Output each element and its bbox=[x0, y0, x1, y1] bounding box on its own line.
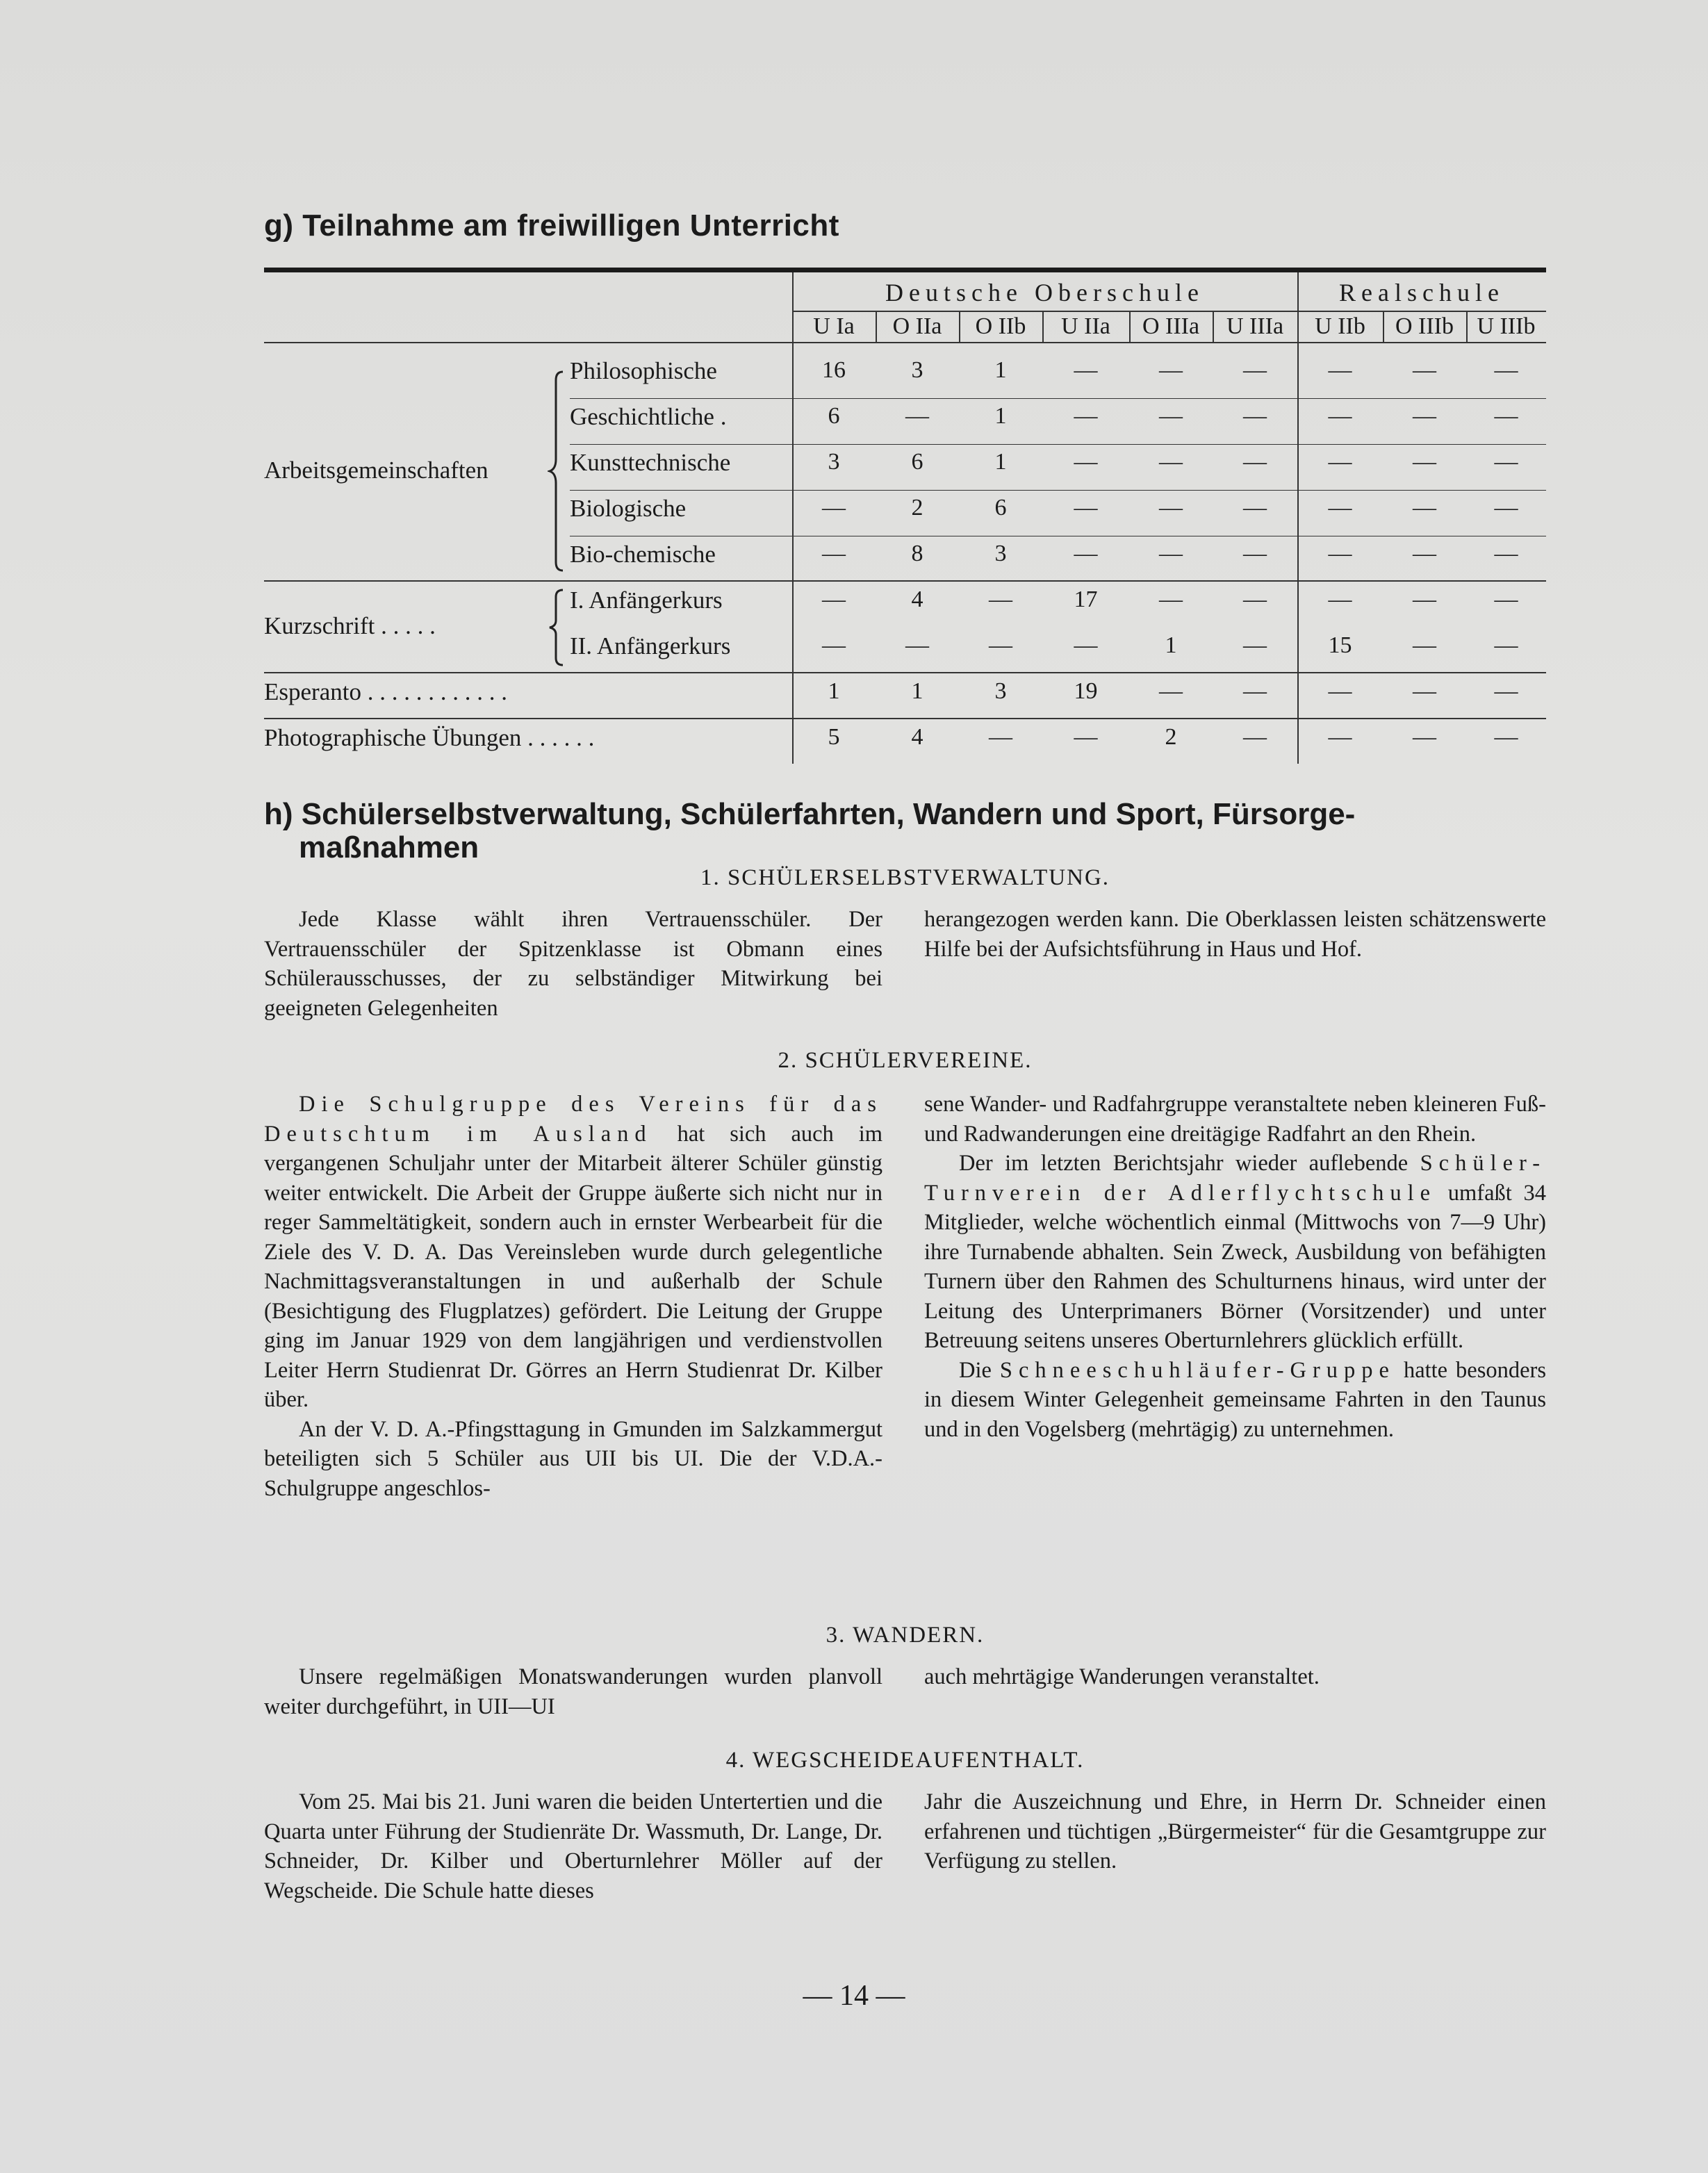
table-cell: — bbox=[1413, 449, 1436, 475]
table-cell: 2 bbox=[911, 495, 923, 520]
table-cell: — bbox=[905, 632, 929, 658]
row-label: Biologische bbox=[570, 495, 687, 522]
row-label: Kunsttechnische bbox=[570, 449, 731, 476]
paragraph: herangezogen werden kann. Die Oberklassen leisten schätzenswerte Hilfe bei der Aufsichtsführung in Haus und Hof. bbox=[924, 907, 1546, 962]
table-cell: — bbox=[1494, 403, 1518, 429]
table-cell: 17 bbox=[1074, 587, 1098, 612]
row-label: Photographische Übungen . . . . . . bbox=[264, 724, 595, 751]
column-header: U IIIa bbox=[1226, 313, 1284, 339]
table-cell: 6 bbox=[911, 449, 923, 475]
table-cell: — bbox=[1328, 587, 1352, 612]
table-cell: — bbox=[1494, 541, 1518, 566]
paragraph bbox=[924, 1149, 1546, 1356]
row-label: Philosophische bbox=[570, 357, 717, 384]
column-header: O IIb bbox=[975, 313, 1026, 339]
table-cell: 3 bbox=[911, 357, 923, 383]
section-h-heading-line1: h) Schülerselbstverwaltung, Schülerfahrten, Wandern und Sport, Fürsorge- bbox=[264, 797, 1356, 831]
table-cell: 15 bbox=[1328, 632, 1352, 658]
text-column-right bbox=[924, 1090, 1546, 1444]
table-cell: — bbox=[1328, 403, 1352, 429]
table-cell: — bbox=[1328, 724, 1352, 750]
table-cell: — bbox=[1159, 541, 1183, 566]
paragraph: Vom 25. Mai bis 21. Juni waren die beiden Untertertien und die Quarta unter Führung der Studienräte Dr. Wassmuth, Dr. Lange, Dr. Schneider, Dr. Kilber und Oberturnlehrer Möller auf der Wegscheide. Die Schule hatte dieses bbox=[264, 1789, 882, 1903]
table-cell: — bbox=[1413, 587, 1436, 612]
table-cell: 1 bbox=[1165, 632, 1177, 658]
table-cell: — bbox=[1494, 632, 1518, 658]
table-cell: — bbox=[822, 495, 846, 520]
table-group-rule bbox=[792, 311, 1546, 312]
emphasis-spaced: Die Schulgruppe des Vereins für das Deutschtum im Ausland bbox=[264, 1092, 882, 1147]
group-label-kurzschrift: Kurzschrift . . . . . bbox=[264, 612, 436, 639]
paragraph bbox=[264, 1090, 882, 1415]
text-column-right bbox=[924, 1787, 1546, 1876]
table-cell: — bbox=[1243, 449, 1267, 475]
table-row-rule bbox=[570, 490, 1546, 491]
text-column-left bbox=[264, 905, 882, 1023]
subheading-wegscheideaufenthalt: 4. WEGSCHEIDEAUFENTHALT. bbox=[725, 1748, 1085, 1773]
row-label: Esperanto . . . . . . . . . . . . bbox=[264, 678, 507, 705]
table-cell: 1 bbox=[994, 357, 1007, 383]
table-cell: — bbox=[1243, 587, 1267, 612]
table-cell: — bbox=[1074, 632, 1098, 658]
table-cell: — bbox=[1413, 724, 1436, 750]
table-cell: 4 bbox=[911, 587, 923, 612]
paragraph-text: hat sich auch im vergangenen Schuljahr unter der Mitarbeit älterer Schüler günstig weiter entwickelt. Die Arbeit der Gruppe äußerte sich nicht nur in reger Sammeltätigkeit, sondern auch in ernster Werbearbeit für die Ziele des V. D. A. Das Vereinsleben wurde durch gelegentliche Nachmittagsveranstaltungen in und außerhalb der Schule (Besichtigung des Flugplatzes) gefördert. Die Leitung der Gruppe ging im Januar 1929 von dem langjährigen und verdienstvollen Leiter Herrn Studienrat Dr. Görres an Herrn Studienrat Dr. Kilber über. bbox=[264, 1121, 882, 1412]
column-header: U IIb bbox=[1315, 313, 1365, 339]
row-label: II. Anfängerkurs bbox=[570, 632, 731, 659]
group-header-realschule: Realschule bbox=[1339, 279, 1504, 306]
column-header: U IIa bbox=[1061, 313, 1110, 339]
table-cell: — bbox=[1243, 724, 1267, 750]
column-header: O IIIb bbox=[1395, 313, 1454, 339]
table-cell: — bbox=[1494, 678, 1518, 704]
page-number: — 14 — bbox=[803, 1980, 905, 2012]
subheading-schuelervereine: 2. SCHÜLERVEREINE. bbox=[778, 1048, 1033, 1073]
column-header: U Ia bbox=[813, 313, 855, 339]
table-cell: — bbox=[1243, 541, 1267, 566]
table-cell: — bbox=[1494, 449, 1518, 475]
table-cell: — bbox=[1074, 357, 1098, 383]
table-top-rule bbox=[264, 268, 1546, 272]
table-cell: — bbox=[989, 632, 1012, 658]
table-cell: 3 bbox=[994, 541, 1007, 566]
table-cell: — bbox=[1159, 357, 1183, 383]
text-column-left bbox=[264, 1662, 882, 1721]
table-cell: — bbox=[1494, 495, 1518, 520]
brace-arbeitsgemeinschaften bbox=[548, 370, 567, 572]
group-header-deutsche-oberschule: Deutsche Oberschule bbox=[885, 279, 1204, 306]
table-cell: — bbox=[1328, 449, 1352, 475]
table-cell: — bbox=[1159, 403, 1183, 429]
emphasis-spaced: Schüler-Turnverein der Adlerflychtschule bbox=[924, 1151, 1547, 1206]
table-cell: — bbox=[989, 724, 1012, 750]
table-cell: 16 bbox=[822, 357, 846, 383]
table-cell: — bbox=[1328, 678, 1352, 704]
paragraph-text: umfaßt 34 Mitglieder, welche wöchentlich einmal (Mittwochs von 7—9 Uhr) ihre Turnabende abhalten. Sein Zweck, Ausbildung von befähigten Turnern über den Rahmen des Schulturnens hinaus, wird unter der Leitung des Unterprimaners Börner (Vorsitzender) und unter Betreuung seitens unseres Oberturnlehrers glücklich erfüllt. bbox=[924, 1180, 1547, 1353]
subheading-selbstverwaltung: 1. SCHÜLERSELBSTVERWALTUNG. bbox=[700, 865, 1110, 890]
table-cell: — bbox=[1243, 678, 1267, 704]
section-g-heading: g) Teilnahme am freiwilligen Unterricht bbox=[264, 208, 839, 243]
table-cell: 1 bbox=[911, 678, 923, 704]
text-column-right bbox=[924, 905, 1546, 964]
paragraph: Jahr die Auszeichnung und Ehre, in Herrn Dr. Schneider einen erfahrenen und tüchtigen „Bürgermeister“ für die Gesamtgruppe zur Verfügung zu stellen. bbox=[924, 1789, 1546, 1873]
paragraph-text: hatte besonders in diesem Winter Gelegenheit gemeinsame Fahrten in den Taunus und in den Vogelsberg (mehrtägig) zu unternehmen. bbox=[924, 1357, 1547, 1442]
table-cell: 4 bbox=[911, 724, 923, 750]
table-row-rule bbox=[570, 580, 792, 582]
column-header: U IIIb bbox=[1477, 313, 1536, 339]
section-h-heading bbox=[264, 798, 1557, 864]
text-column-left bbox=[264, 1787, 882, 1905]
table-cell: 1 bbox=[994, 403, 1007, 429]
row-label: I. Anfängerkurs bbox=[570, 587, 723, 614]
table-row-rule bbox=[570, 444, 1546, 445]
table-cell: — bbox=[905, 403, 929, 429]
table-cell: — bbox=[1413, 357, 1436, 383]
table-cell: — bbox=[1243, 495, 1267, 520]
table-cell: — bbox=[822, 541, 846, 566]
row-label: Geschichtliche . bbox=[570, 403, 727, 430]
group-label-arbeitsgemeinschaften: Arbeitsgemeinschaften bbox=[264, 457, 488, 484]
paragraph: Jede Klasse wählt ihren Vertrauensschüler. Der Vertrauensschüler der Spitzenklasse ist Obmann eines Schülerausschusses, der zu selbständiger Mitwirkung bei geeigneten Gelegenheiten bbox=[264, 907, 882, 1021]
table-cell: 3 bbox=[994, 678, 1007, 704]
table-cell: — bbox=[1074, 403, 1098, 429]
table-cell: — bbox=[1243, 403, 1267, 429]
table-cell: 2 bbox=[1165, 724, 1177, 750]
table-cell: — bbox=[1243, 632, 1267, 658]
table-cell: — bbox=[1413, 632, 1436, 658]
table-cell: — bbox=[989, 587, 1012, 612]
brace-kurzschrift bbox=[548, 589, 567, 666]
table-row-rule bbox=[264, 580, 1546, 582]
table-cell: — bbox=[1159, 449, 1183, 475]
table-row-rule bbox=[264, 672, 1546, 673]
table-cell: 3 bbox=[828, 449, 840, 475]
table-cell: — bbox=[1159, 495, 1183, 520]
table-cell: 1 bbox=[828, 678, 840, 704]
table-cell: — bbox=[822, 587, 846, 612]
table-cell: 5 bbox=[828, 724, 840, 750]
text-column-left bbox=[264, 1090, 882, 1503]
table-cell: — bbox=[1494, 724, 1518, 750]
section-h-heading-line2: maßnahmen bbox=[299, 830, 479, 864]
table-cell: — bbox=[1328, 541, 1352, 566]
paragraph: auch mehrtägige Wanderungen veranstaltet. bbox=[924, 1664, 1320, 1689]
table-cell: 6 bbox=[994, 495, 1007, 520]
table-header-rule bbox=[264, 342, 1546, 343]
table-cell: — bbox=[1159, 678, 1183, 704]
table-cell: — bbox=[1074, 724, 1098, 750]
emphasis-spaced: Schneeschuhläufer-Gruppe bbox=[999, 1357, 1395, 1383]
paragraph bbox=[924, 1356, 1546, 1445]
table-cell: 6 bbox=[828, 403, 840, 429]
table-cell: — bbox=[1328, 357, 1352, 383]
table-cell: — bbox=[1243, 357, 1267, 383]
table-cell: 8 bbox=[911, 541, 923, 566]
row-label: Bio-chemische bbox=[570, 541, 716, 568]
table-cell: 1 bbox=[994, 449, 1007, 475]
table-cell: — bbox=[1413, 495, 1436, 520]
table-cell: — bbox=[1074, 495, 1098, 520]
text-column-right bbox=[924, 1662, 1546, 1692]
column-header: O IIIa bbox=[1142, 313, 1200, 339]
table-cell: — bbox=[1328, 495, 1352, 520]
table-cell: — bbox=[1074, 541, 1098, 566]
table-cell: — bbox=[1413, 541, 1436, 566]
table-row-rule bbox=[264, 718, 1546, 719]
table-cell: — bbox=[1074, 449, 1098, 475]
table-cell: — bbox=[1494, 357, 1518, 383]
column-header: O IIa bbox=[892, 313, 942, 339]
paragraph: An der V. D. A.-Pfingsttagung in Gmunden im Salzkammergut beteiligten sich 5 Schüler aus UII bis UI. Die der V.D.A.-Schulgruppe angeschlos- bbox=[264, 1416, 882, 1501]
table-cell: — bbox=[1159, 587, 1183, 612]
table-cell: — bbox=[822, 632, 846, 658]
paragraph: sene Wander- und Radfahrgruppe veranstaltete neben kleineren Fuß- und Radwanderungen eine dreitägige Radfahrt an den Rhein. bbox=[924, 1092, 1546, 1147]
table-cell: — bbox=[1494, 587, 1518, 612]
paragraph: Unsere regelmäßigen Monatswanderungen wurden planvoll weiter durchgeführt, in UII—UI bbox=[264, 1664, 882, 1719]
subheading-wandern: 3. WANDERN. bbox=[826, 1623, 985, 1648]
table-row-rule bbox=[570, 398, 1546, 399]
paragraph-text: Die bbox=[959, 1357, 992, 1383]
table-cell: — bbox=[1413, 403, 1436, 429]
table-cell: — bbox=[1413, 678, 1436, 704]
paragraph-text: Der im letzten Berichtsjahr wieder auflebende bbox=[959, 1151, 1409, 1176]
table-cell: 19 bbox=[1074, 678, 1098, 704]
